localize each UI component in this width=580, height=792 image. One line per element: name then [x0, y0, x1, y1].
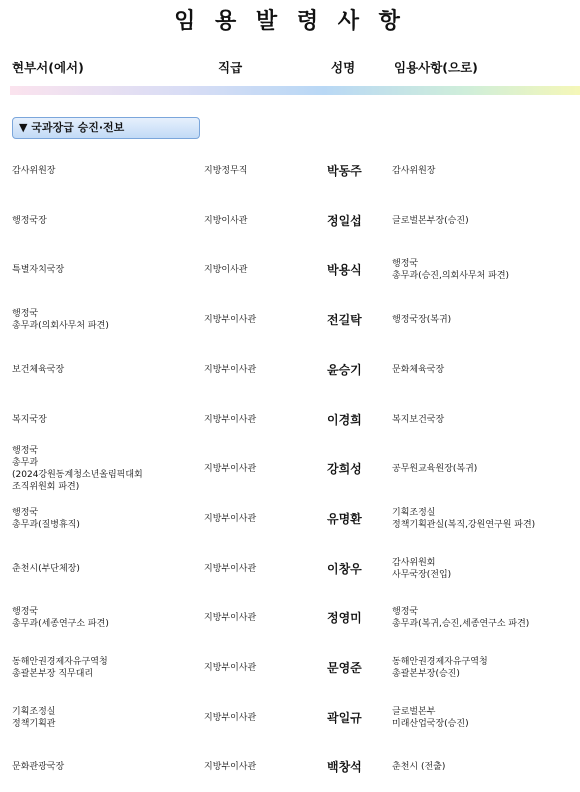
from-dept	[12, 300, 109, 340]
rank: 지방부이사관	[204, 712, 257, 723]
to-dept-line: 복지보건국장	[392, 414, 445, 425]
from-dept	[12, 250, 64, 290]
person-name: 문영준	[327, 661, 362, 675]
section-toggle[interactable]: ▼ 국과장급 승진·전보	[12, 117, 200, 139]
to-dept-line: 총괄본부장(승진)	[392, 669, 460, 679]
person-name: 윤승기	[327, 362, 362, 377]
from-dept-line: 총무과(질병휴직)	[12, 519, 80, 530]
rank: 지방이사관	[204, 265, 248, 276]
from-dept-line: 춘천시(부단체장)	[12, 563, 80, 574]
gradient-divider	[10, 86, 580, 95]
to-dept-line: 동해안권경제자유구역청	[392, 657, 488, 667]
from-dept-line: 특별자치국장	[12, 265, 65, 276]
rank: 지방부이사관	[204, 315, 257, 326]
from-dept-line: 총괄본부장 직무대리	[12, 669, 94, 679]
from-dept-line: 행정국	[12, 607, 39, 618]
person-name: 정영미	[327, 611, 362, 626]
from-dept	[12, 549, 80, 589]
rank: 지방부이사관	[204, 663, 257, 673]
from-dept	[12, 201, 47, 241]
to-dept	[392, 300, 451, 340]
person-name: 곽일규	[327, 710, 362, 725]
to-dept	[392, 151, 435, 191]
from-dept	[12, 350, 64, 390]
table-row	[0, 201, 580, 241]
to-dept	[392, 499, 535, 539]
header-name: 성명	[331, 60, 356, 75]
person-name: 이창우	[327, 561, 362, 576]
table-row	[0, 698, 580, 738]
to-dept	[392, 449, 477, 489]
table-row	[0, 747, 580, 787]
table-row	[0, 300, 580, 340]
to-dept-line: 정책기획관실(복직,강원연구원 파견)	[392, 519, 536, 530]
from-dept-line: 조직위원회 파견)	[12, 482, 80, 493]
from-dept-line: 문화관광국장	[12, 762, 65, 773]
rank: 지방부이사관	[204, 613, 257, 624]
from-dept	[12, 499, 80, 539]
to-dept-line: 문화체육국장	[392, 364, 445, 375]
to-dept-line: 총무과(승진,의회사무처 파견)	[392, 271, 510, 282]
to-dept-line: 감사위원장	[392, 166, 436, 176]
from-dept-line: 감사위원장	[12, 166, 56, 176]
table-row	[0, 499, 580, 539]
person-name: 박동주	[327, 164, 362, 178]
from-dept-line: 동해안권경제자유구역청	[12, 657, 108, 667]
to-dept	[392, 400, 444, 440]
rank: 지방부이사관	[204, 762, 257, 773]
person-name: 백창석	[327, 760, 362, 775]
rank: 지방부이사관	[204, 513, 257, 524]
from-dept	[12, 400, 47, 440]
table-row	[0, 250, 580, 290]
to-dept	[392, 698, 469, 738]
from-dept-line: 행정국	[12, 446, 39, 457]
from-dept	[12, 446, 143, 493]
from-dept-line: 총무과(의회사무처 파견)	[12, 321, 109, 332]
from-dept	[12, 648, 108, 688]
to-dept	[392, 250, 509, 290]
table-row	[0, 446, 580, 493]
table-row	[0, 549, 580, 589]
from-dept-line: 총무과(세종연구소 파견)	[12, 619, 109, 630]
to-dept-line: 춘천시 (전출)	[392, 762, 446, 773]
table-row	[0, 648, 580, 688]
to-dept-line: 글로벌본부장(승진)	[392, 215, 469, 226]
from-dept-line: 총무과	[12, 458, 39, 469]
from-dept	[12, 151, 55, 191]
rank: 지방부이사관	[204, 563, 257, 574]
to-dept-line: 행정국	[392, 259, 419, 270]
from-dept	[12, 698, 55, 738]
person-name: 전길탁	[327, 313, 362, 328]
rank: 지방정무직	[204, 166, 248, 176]
to-dept-line: 총무과(복귀,승진,세종연구소 파견)	[392, 619, 530, 630]
to-dept-line: 미래산업국장(승진)	[392, 718, 469, 729]
to-dept-line: 감사위원회	[392, 557, 436, 568]
to-dept	[392, 350, 444, 390]
to-dept-line: 공무원교육원장(복귀)	[392, 464, 478, 475]
from-dept-line: 행정국장	[12, 215, 47, 226]
from-dept-line: 행정국	[12, 309, 39, 320]
to-dept-line: 글로벌본부	[392, 706, 436, 717]
header-rank: 직급	[218, 60, 243, 75]
from-dept	[12, 747, 64, 787]
from-dept-line: 행정국	[12, 507, 39, 518]
from-dept	[12, 598, 109, 638]
to-dept-line: 행정국장(복귀)	[392, 315, 452, 326]
person-name: 강희성	[327, 462, 362, 477]
to-dept-line: 사무국장(전입)	[392, 569, 452, 580]
to-dept	[392, 747, 445, 787]
to-dept	[392, 598, 529, 638]
header-from: 현부서(에서)	[12, 60, 84, 75]
to-dept-line: 기획조정실	[392, 507, 436, 518]
from-dept-line: (2024강원동계청소년올림픽대회	[12, 470, 143, 481]
from-dept-line: 복지국장	[12, 414, 47, 425]
from-dept-line: 정책기획관	[12, 718, 56, 729]
rank: 지방이사관	[204, 215, 248, 226]
person-name: 정일섭	[327, 213, 362, 228]
rank: 지방부이사관	[204, 414, 257, 425]
rank: 지방부이사관	[204, 364, 257, 375]
person-name: 이경희	[327, 412, 362, 427]
header-to: 임용사항(으로)	[394, 60, 478, 75]
to-dept	[392, 549, 451, 589]
from-dept-line: 보건체육국장	[12, 364, 65, 375]
to-dept	[392, 201, 469, 241]
table-row	[0, 350, 580, 390]
to-dept	[392, 648, 488, 688]
page-title: 임 용 발 령 사 항	[174, 9, 406, 34]
to-dept-line: 행정국	[392, 607, 419, 618]
person-name: 박용식	[327, 263, 362, 278]
from-dept-line: 기획조정실	[12, 706, 56, 717]
person-name: 유명환	[327, 511, 362, 526]
table-row	[0, 400, 580, 440]
table-row	[0, 598, 580, 638]
table-row	[0, 151, 580, 191]
rank: 지방부이사관	[204, 464, 257, 475]
